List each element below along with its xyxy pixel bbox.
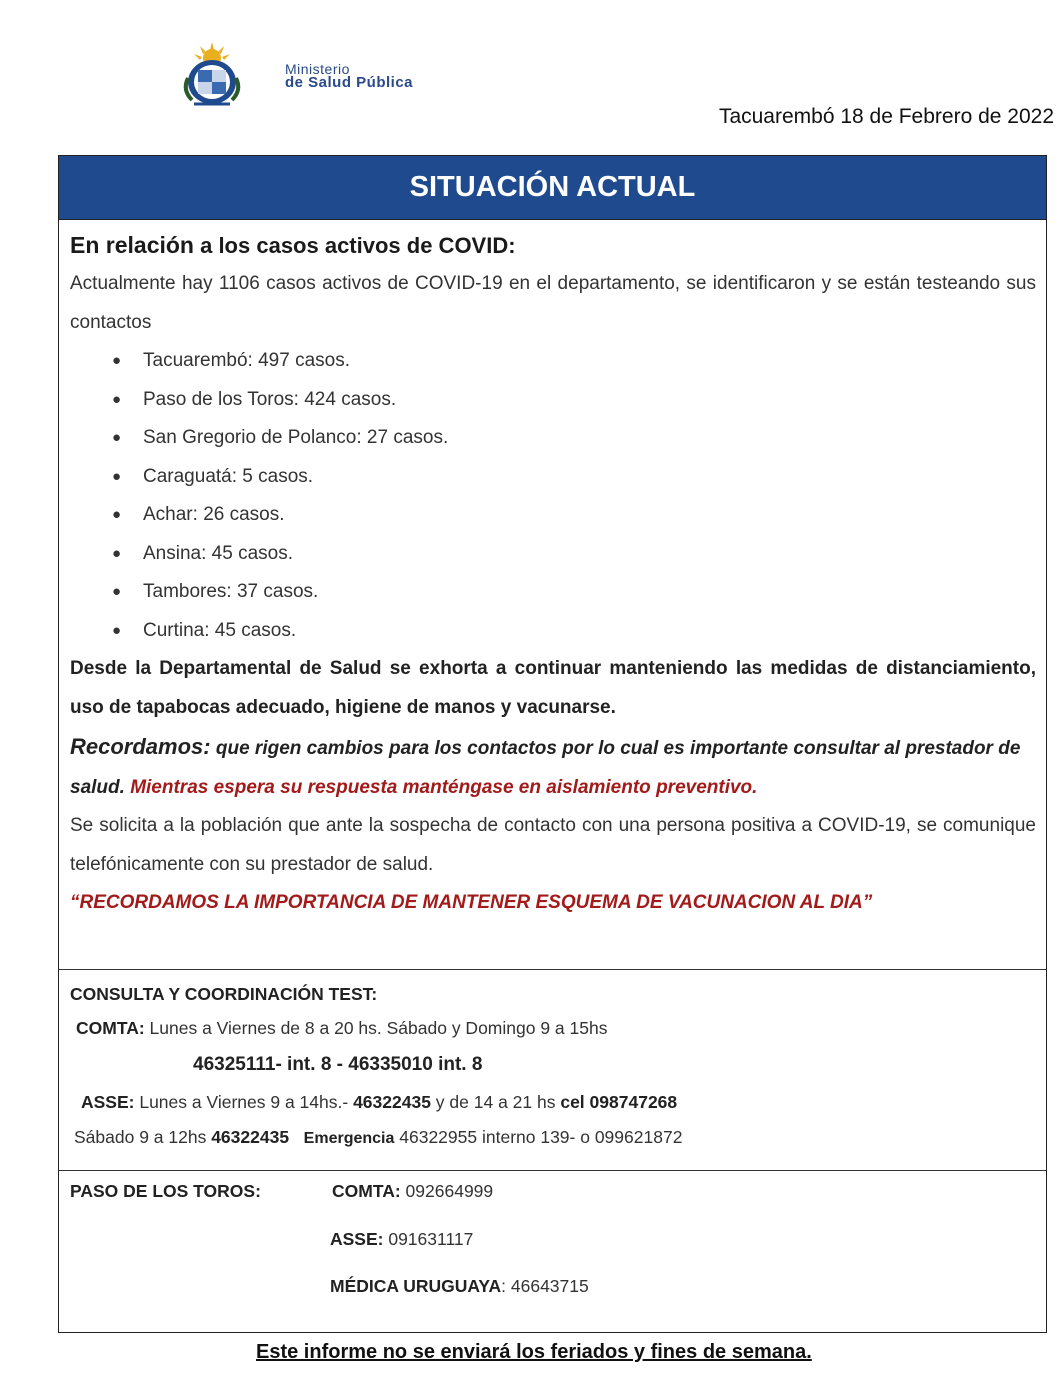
asse-hours: Lunes a Viernes 9 a 14hs.- xyxy=(134,1092,354,1112)
recordamos-text: que rigen cambios para los contactos por lo cual es importante consultar al prestador de salud. xyxy=(70,738,1021,798)
coat-of-arms-icon xyxy=(176,40,248,110)
list-item xyxy=(70,612,1036,651)
recordamos-red-text: Mientras espera su respuesta manténgase en aislamiento preventivo. xyxy=(130,777,758,798)
paso-comta-label: COMTA: xyxy=(332,1181,401,1201)
emergency-label: Emergencia xyxy=(303,1130,395,1147)
asse-label: ASSE: xyxy=(81,1092,135,1112)
town-cases: Tacuarembó: 497 casos. xyxy=(143,350,351,371)
town-cases: Paso de los Toros: 424 casos. xyxy=(143,388,397,410)
bullet-dot-icon: ● xyxy=(112,583,122,600)
asse-hours-row xyxy=(81,1092,677,1113)
paso-medica-row xyxy=(330,1276,589,1297)
recordamos-paragraph xyxy=(70,727,1036,807)
list-item xyxy=(70,419,1036,458)
paso-comta-row xyxy=(332,1181,493,1202)
section-divider xyxy=(59,969,1046,970)
asse-cel-label: cel xyxy=(560,1092,590,1112)
document-date: Tacuarembó 18 de Febrero de 2022 xyxy=(718,105,1054,128)
bullet-dot-icon: ● xyxy=(112,621,122,639)
paso-medica-label: MÉDICA URUGUAYA xyxy=(330,1276,502,1296)
bullet-dot-icon: ● xyxy=(112,429,122,446)
town-cases: Caraguatá: 5 casos. xyxy=(143,465,314,487)
paso-asse-phone: 091631117 xyxy=(383,1229,474,1249)
paso-title: PASO DE LOS TOROS: xyxy=(70,1181,261,1201)
footer-note: Este informe no se enviará los feriados y fines de semana. xyxy=(256,1341,812,1363)
saturday-text: Sábado 9 a 12hs xyxy=(74,1127,212,1147)
solicita-paragraph: Se solicita a la población que ante la sospecha de contacto con una persona positiva a COVID-19, se comunique telefónicamente con su prestador de salud. xyxy=(70,815,1036,875)
consulta-title: CONSULTA Y COORDINACIÓN TEST: xyxy=(70,984,378,1004)
exhort-paragraph: Desde la Departamental de Salud se exhorta a continuar manteniendo las medidas de distanciamiento, uso de tapabocas adecuado, higiene de manos y vacunarse. xyxy=(70,658,1036,718)
list-item xyxy=(70,381,1036,420)
bullet-dot-icon: ● xyxy=(112,352,122,369)
list-item xyxy=(70,496,1036,535)
bullet-dot-icon: ● xyxy=(112,390,122,408)
comta-hours-row xyxy=(76,1018,607,1039)
asse-evening: y de 14 a 21 hs xyxy=(430,1092,561,1112)
bullet-dot-icon: ● xyxy=(112,467,122,485)
section-divider xyxy=(59,1170,1046,1171)
town-cases: Curtina: 45 casos. xyxy=(143,619,297,641)
heading-rest: a los casos activos de COVID: xyxy=(193,233,516,258)
intro-paragraph: Actualmente hay 1106 casos activos de COVID-19 en el departamento, se identificaron y se están testeando sus contactos xyxy=(70,273,1036,333)
asse-cel: 098747268 xyxy=(589,1092,678,1112)
towns-list xyxy=(70,342,1036,650)
town-cases: Achar: 26 casos. xyxy=(143,504,285,525)
paso-medica-phone: : 46643715 xyxy=(501,1276,589,1296)
list-item xyxy=(70,458,1036,497)
banner-title: SITUACIÓN ACTUAL xyxy=(59,156,1046,220)
town-cases: San Gregorio de Polanco: 27 casos. xyxy=(143,427,449,448)
comta-phones: 46325111- int. 8 - 46335010 int. 8 xyxy=(193,1054,483,1075)
recordamos-label: Recordamos: xyxy=(70,734,211,759)
heading-lead: En relación xyxy=(70,232,194,258)
report-frame xyxy=(58,155,1047,1333)
section-heading xyxy=(70,232,1036,259)
ministry-line2: de Salud Pública xyxy=(285,74,414,91)
comta-hours: Lunes a Viernes de 8 a 20 hs. Sábado y Domingo 9 a 15hs xyxy=(144,1018,608,1038)
saturday-phone: 46322435 xyxy=(211,1127,290,1147)
ministry-line1: Ministerio xyxy=(285,61,350,77)
town-cases: Ansina: 45 casos. xyxy=(143,542,293,564)
asse-phone: 46322435 xyxy=(353,1092,431,1112)
town-cases: Tambores: 37 casos. xyxy=(143,581,319,602)
bullet-dot-icon: ● xyxy=(112,544,122,562)
list-item xyxy=(70,573,1036,612)
list-item xyxy=(70,342,1036,381)
saturday-row xyxy=(74,1127,682,1148)
active-cases-section xyxy=(70,232,1036,922)
paso-comta-phone: 092664999 xyxy=(400,1181,494,1201)
paso-asse-label: ASSE: xyxy=(330,1229,384,1249)
comta-label: COMTA: xyxy=(76,1018,145,1038)
emergency-text: 46322955 interno 139- o 099621872 xyxy=(394,1127,683,1147)
list-item xyxy=(70,535,1036,574)
ministry-name xyxy=(285,62,413,90)
vaccination-note: “RECORDAMOS LA IMPORTANCIA DE MANTENER ESQUEMA DE VACUNACION AL DIA” xyxy=(70,892,873,913)
bullet-dot-icon: ● xyxy=(112,506,122,523)
paso-asse-row xyxy=(330,1229,473,1250)
